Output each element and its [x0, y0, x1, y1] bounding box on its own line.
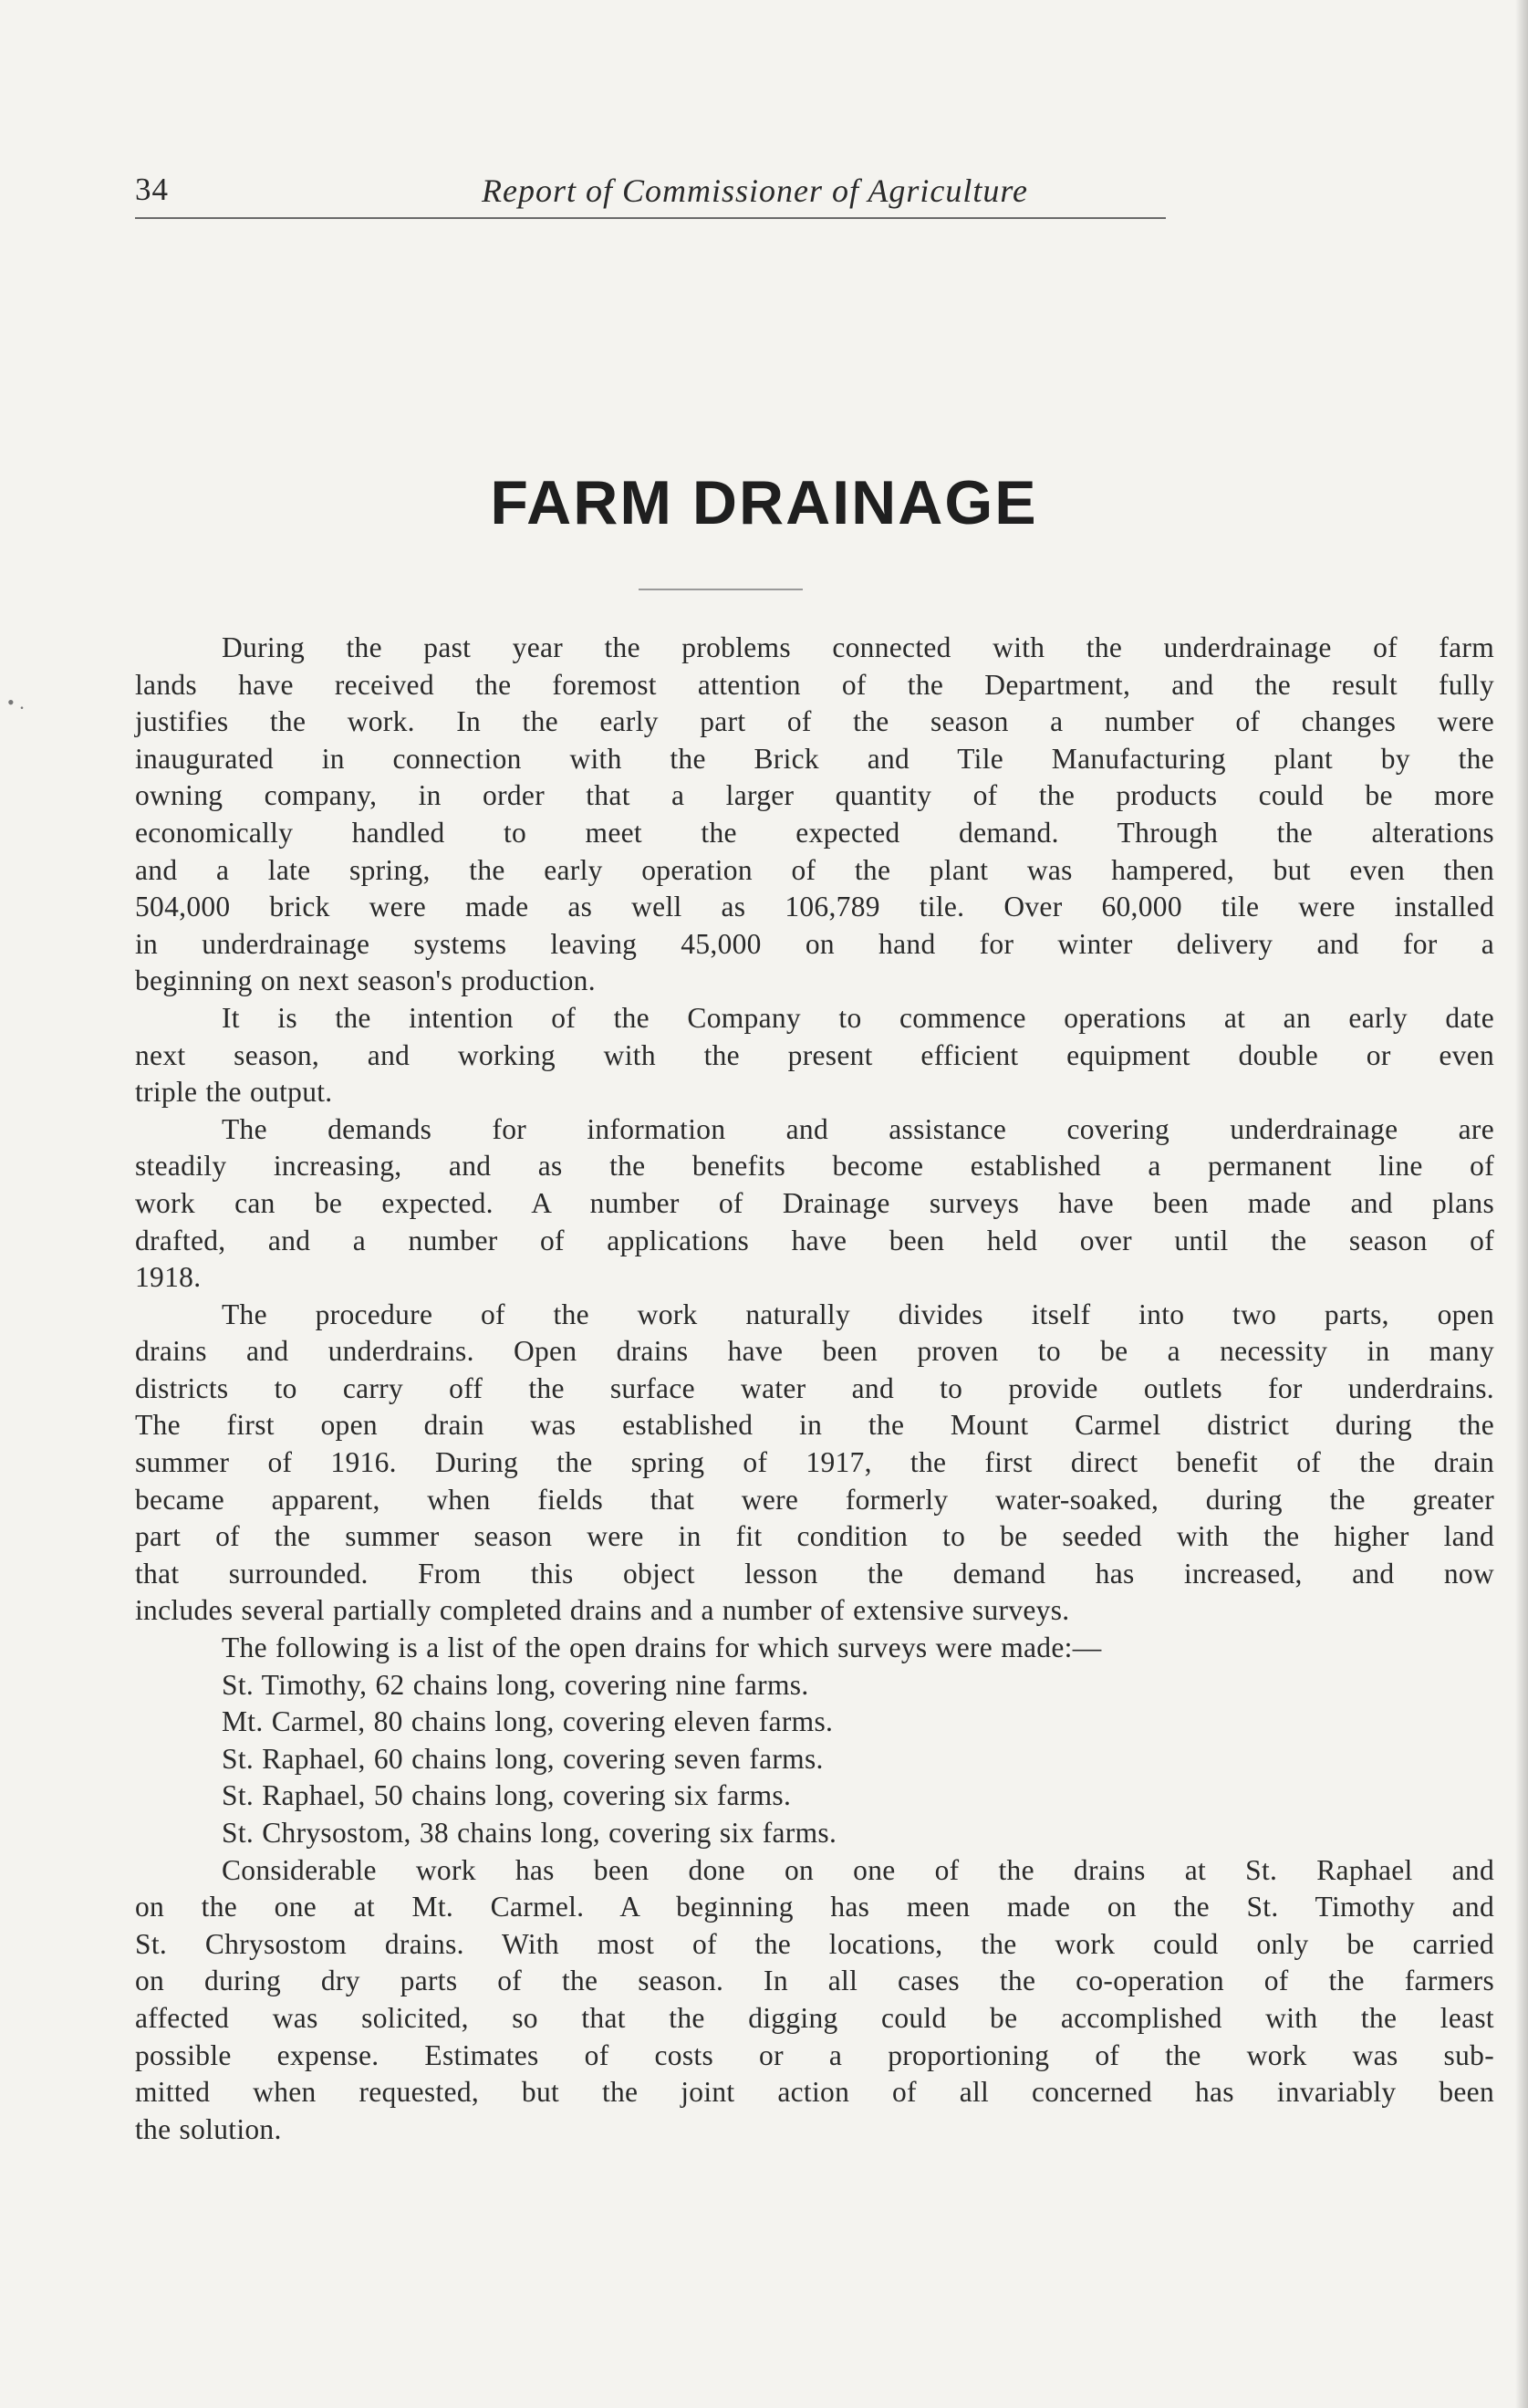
text-line: mitted when requested, but the joint action of all concerned has invariably been	[135, 2076, 1494, 2109]
page-edge-shadow	[1515, 0, 1528, 2408]
text-line: St. Chrysostom drains. With most of the locations, the work could only be carried	[135, 1927, 1494, 1960]
text-line: St. Raphael, 60 chains long, covering seven farms.	[222, 1742, 824, 1775]
text-line: drains and underdrains. Open drains have been proven to be a necessity in many	[135, 1335, 1494, 1368]
running-header	[135, 172, 1503, 217]
text-line: districts to carry off the surface water and to provide outlets for underdrains.	[135, 1371, 1494, 1404]
text-line: affected was solicited, so that the digging could be accomplished with the least	[135, 2001, 1494, 2034]
text-line: in underdrainage systems leaving 45,000 on hand for winter delivery and for a	[135, 927, 1494, 960]
text-line: on during dry parts of the season. In all cases the co-operation of the farmers	[135, 1965, 1494, 1997]
text-line: the solution.	[135, 2112, 282, 2145]
text-line: The first open drain was established in the Mount Carmel district during the	[135, 1409, 1494, 1442]
running-title: Report of Commissioner of Agriculture	[482, 172, 1028, 209]
text-line: part of the summer season were in fit condition to be seeded with the higher land	[135, 1520, 1494, 1553]
text-line: St. Raphael, 50 chains long, covering six farms.	[222, 1779, 792, 1812]
body-text	[135, 630, 1494, 2148]
text-line: that surrounded. From this object lesson the demand has increased, and now	[135, 1557, 1494, 1590]
chapter-title: FARM DRAINAGE	[490, 468, 1038, 537]
text-line: includes several partially completed drains and a number of extensive surveys.	[135, 1594, 1070, 1627]
header-rule	[135, 217, 1166, 219]
text-line: St. Chrysostom, 38 chains long, covering six farms.	[222, 1817, 837, 1849]
text-line: It is the intention of the Company to commence operations at an early date	[222, 1001, 1494, 1034]
text-line: steadily increasing, and as the benefits become established a permanent line of	[135, 1150, 1494, 1183]
text-line: next season, and working with the present efficient equipment double or even	[135, 1038, 1494, 1071]
title-rule	[639, 589, 803, 590]
text-line: inaugurated in connection with the Brick and Tile Manufacturing plant by the	[135, 742, 1494, 775]
margin-mark: • .	[7, 691, 25, 714]
text-line: 504,000 brick were made as well as 106,789 tile. Over 60,000 tile were installed	[135, 891, 1494, 923]
text-line: Considerable work has been done on one of the drains at St. Raphael and	[222, 1853, 1494, 1886]
text-line: During the past year the problems connected with the underdrainage of farm	[222, 631, 1494, 663]
text-line: The following is a list of the open drains for which surveys were made:—	[222, 1631, 1102, 1664]
text-line: Mt. Carmel, 80 chains long, covering eleven farms.	[222, 1705, 834, 1738]
text-line: owning company, in order that a larger quantity of the products could be more	[135, 779, 1494, 812]
text-line: lands have received the foremost attention of the Department, and the result fully	[135, 668, 1494, 701]
page-number: 34	[135, 172, 169, 207]
text-line: possible expense. Estimates of costs or a proportioning of the work was sub-	[135, 2038, 1494, 2071]
text-line: drafted, and a number of applications have been held over until the season of	[135, 1224, 1494, 1256]
text-line: and a late spring, the early operation of the plant was hampered, but even then	[135, 853, 1494, 886]
text-line: summer of 1916. During the spring of 1917, the first direct benefit of the drain	[135, 1446, 1494, 1479]
text-line: 1918.	[135, 1261, 202, 1294]
text-line: beginning on next season's production.	[135, 964, 596, 997]
text-line: The demands for information and assistance covering underdrainage are	[222, 1112, 1494, 1145]
text-line: triple the output.	[135, 1076, 333, 1109]
text-line: became apparent, when fields that were formerly water-soaked, during the greater	[135, 1483, 1494, 1516]
text-line: justifies the work. In the early part of the season a number of changes were	[135, 705, 1494, 738]
text-line: on the one at Mt. Carmel. A beginning has meen made on the St. Timothy and	[135, 1891, 1494, 1923]
text-line: The procedure of the work naturally divides itself into two parts, open	[222, 1298, 1494, 1330]
text-line: work can be expected. A number of Drainage surveys have been made and plans	[135, 1186, 1494, 1219]
text-line: economically handled to meet the expected demand. Through the alterations	[135, 816, 1494, 849]
text-line: St. Timothy, 62 chains long, covering nine farms.	[222, 1668, 809, 1701]
